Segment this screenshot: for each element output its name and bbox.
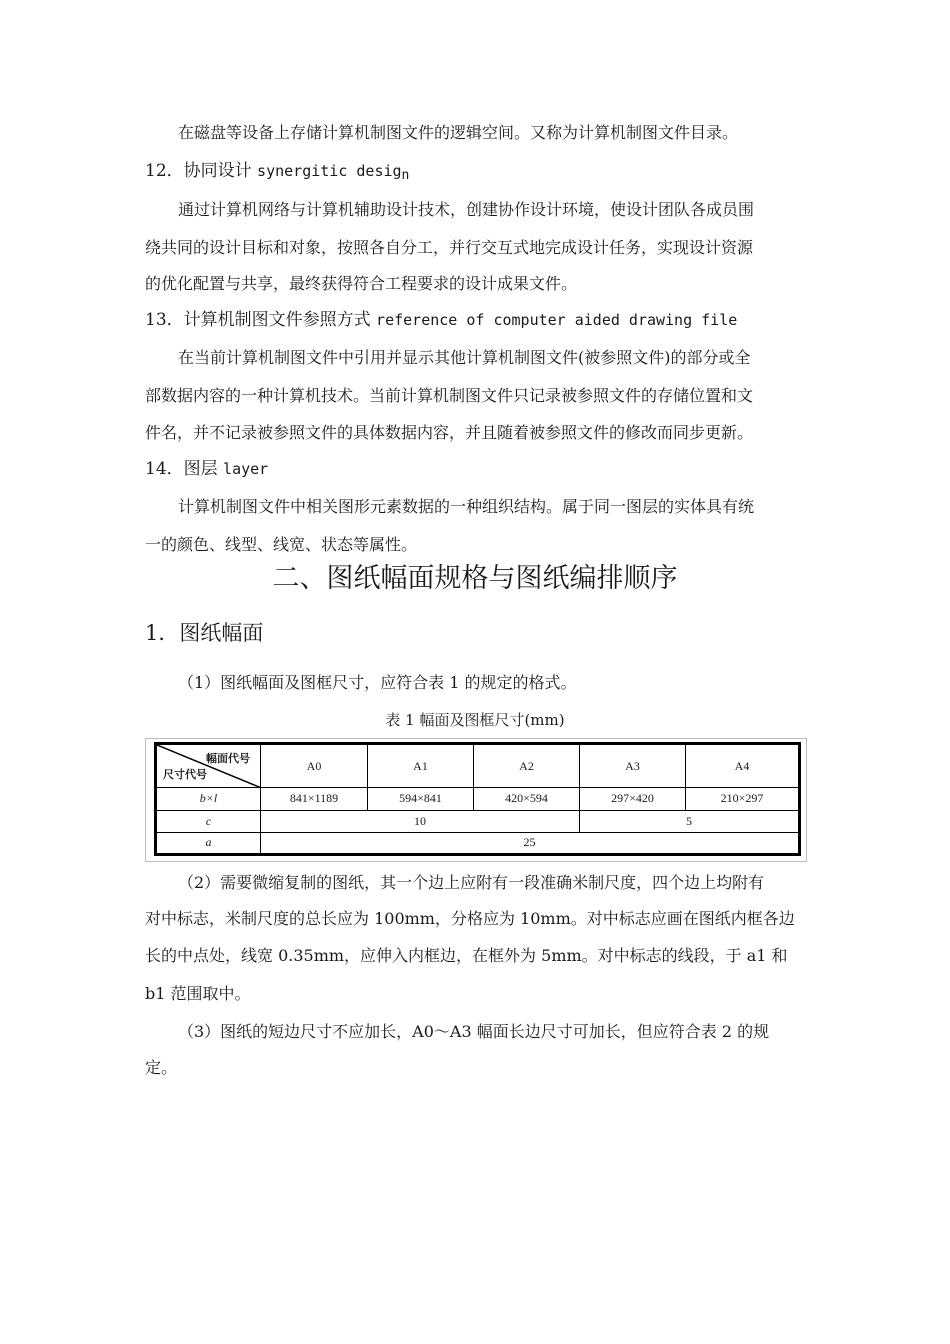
- row-label: a: [156, 832, 261, 854]
- item-2-line-2: 对中标志，米制尺度的总长应为 100mm，分格应为 10mm。对中标志应画在图纸内框各边: [145, 909, 795, 928]
- term-number: 14．: [145, 459, 184, 479]
- item-2-line-4: b1 范围取中。: [145, 984, 251, 1003]
- row-label: b×l: [156, 788, 261, 810]
- paragraph-12-line-3: 的优化配置与共享，最终获得符合工程要求的设计成果文件。: [145, 274, 578, 293]
- paragraph-14-line-2: 一的颜色、线型、线宽、状态等属性。: [145, 535, 418, 554]
- item-3-line-1: （3）图纸的短边尺寸不应加长，A0～A3 幅面长边尺寸可加长，但应符合表 2 的规: [178, 1022, 770, 1041]
- table-cell: 841×1189: [261, 788, 368, 810]
- column-header: A2: [474, 744, 580, 788]
- term-chinese: 计算机制图文件参照方式: [183, 310, 377, 330]
- table-row-a: [156, 832, 800, 854]
- term-number: 13．: [145, 310, 184, 330]
- paragraph-13-line-1: 在当前计算机制图文件中引用并显示其他计算机制图文件(被参照文件)的部分或全: [178, 348, 751, 367]
- term-chinese: 协同设计: [183, 161, 258, 181]
- item-1: （1）图纸幅面及图框尺寸，应符合表 1 的规定的格式。: [178, 673, 577, 692]
- paragraph-13-line-2: 部数据内容的一种计算机技术。当前计算机制图文件只记录被参照文件的存储位置和文: [145, 386, 754, 405]
- table-cell: 5: [580, 810, 800, 832]
- row-label: c: [156, 810, 261, 832]
- term-english: synergitic desig: [257, 162, 402, 180]
- table-cell: 420×594: [474, 788, 580, 810]
- table-header-row: [156, 744, 800, 788]
- table-cell: 594×841: [368, 788, 474, 810]
- paragraph-12-line-1: 通过计算机网络与计算机辅助设计技术，创建协作设计环境，使设计团队各成员围: [178, 200, 755, 219]
- dimension-table-image: [145, 738, 807, 862]
- column-header: A0: [261, 744, 368, 788]
- corner-label-dimension: 尺寸代号: [163, 768, 207, 782]
- subsection-title: 1．图纸幅面: [145, 621, 264, 645]
- table-row-bxl: [156, 788, 800, 810]
- term-14-heading: [145, 454, 268, 484]
- paragraph-12-line-2: 绕共同的设计目标和对象，按照各自分工，并行交互式地完成设计任务，实现设计资源: [145, 238, 754, 257]
- term-13-heading: [145, 305, 737, 335]
- table-caption: 表 1 幅面及图框尺寸(mm): [385, 711, 565, 729]
- dimension-table: [154, 742, 801, 856]
- table-corner-cell: [156, 744, 261, 788]
- paragraph-14-line-1: 计算机制图文件中相关图形元素数据的一种组织结构。属于同一图层的实体具有统: [178, 497, 755, 516]
- table-cell: 10: [261, 810, 580, 832]
- table-cell: 297×420: [580, 788, 686, 810]
- term-english: layer: [223, 460, 269, 478]
- section-title: 二、图纸幅面规格与图纸编排顺序: [272, 563, 678, 594]
- term-number: 12．: [145, 161, 184, 181]
- item-3-line-2: 定。: [145, 1058, 178, 1077]
- term-english: reference of computer aided drawing file: [376, 311, 738, 329]
- paragraph-11-continuation: 在磁盘等设备上存储计算机制图文件的逻辑空间。又称为计算机制图文件目录。: [178, 123, 739, 142]
- column-header: A4: [686, 744, 800, 788]
- item-2-line-1: （2）需要微缩复制的图纸，其一个边上应附有一段准确米制尺度，四个边上均附有: [178, 873, 765, 892]
- term-chinese: 图层: [183, 459, 224, 479]
- term-12-heading: [145, 156, 409, 191]
- table-cell: 210×297: [686, 788, 800, 810]
- term-english-tail: n: [401, 168, 410, 183]
- column-header: A1: [368, 744, 474, 788]
- table-row-c: [156, 810, 800, 832]
- column-header: A3: [580, 744, 686, 788]
- corner-label-format: 幅面代号: [206, 752, 250, 765]
- table-cell: 25: [261, 832, 800, 854]
- paragraph-13-line-3: 件名，并不记录被参照文件的具体数据内容，并且随着被参照文件的修改而同步更新。: [145, 423, 754, 442]
- item-2-line-3: 长的中点处，线宽 0.35mm，应伸入内框边，在框外为 5mm。对中标志的线段，于 a1 和: [145, 946, 788, 965]
